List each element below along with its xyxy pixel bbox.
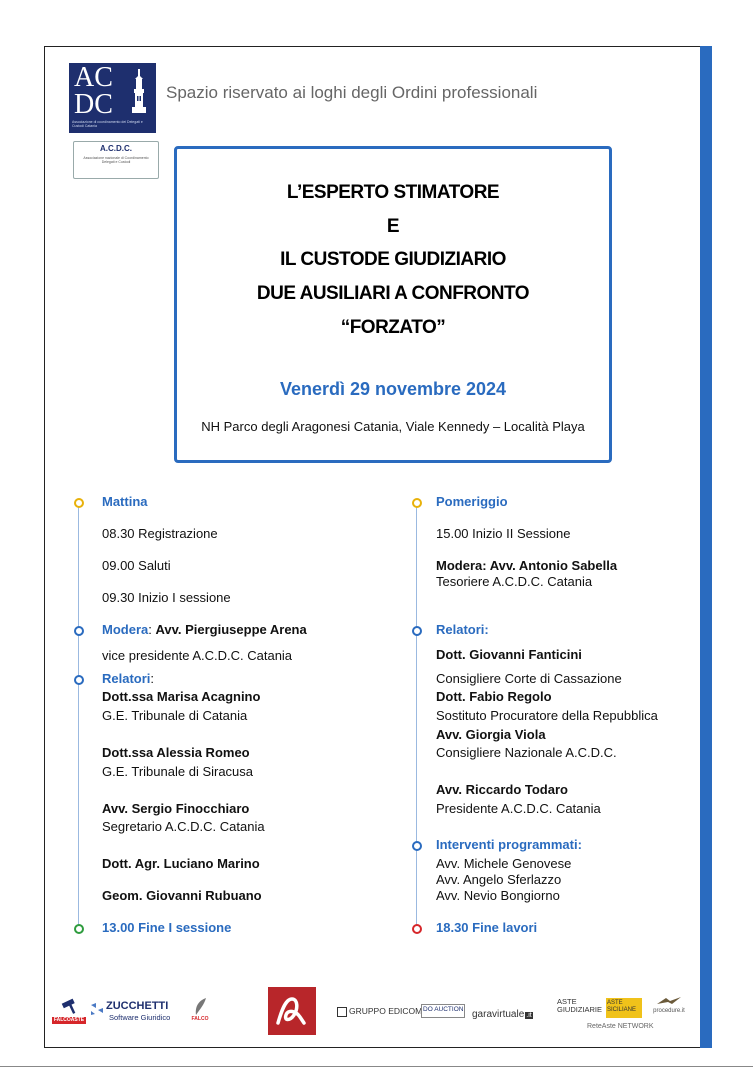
gruppo-edicom-logo: GRUPPO EDICOM bbox=[337, 1006, 409, 1018]
title-line-5: “FORZATO” bbox=[340, 317, 446, 338]
aste-giudiziarie-logo: ASTE GIUDIZIARIE bbox=[557, 997, 603, 1014]
morning-end: 13.00 Fine I sessione bbox=[102, 920, 232, 935]
zucchetti-logo: ZUCCHETTI Software Giuridico bbox=[90, 1000, 180, 1026]
schedule-item: 15.00 Inizio II Sessione bbox=[436, 526, 571, 541]
stylized-a-icon bbox=[268, 987, 316, 1035]
intervention-item: Avv. Angelo Sferlazzo bbox=[436, 872, 562, 887]
speaker-role: Sostituto Procuratore della Repubblica bbox=[436, 708, 658, 723]
speaker-role: G.E. Tribunale di Siracusa bbox=[102, 764, 254, 779]
title-line-2: E bbox=[386, 216, 400, 237]
morning-heading: Mattina bbox=[102, 494, 148, 509]
afternoon-end: 18.30 Fine lavori bbox=[436, 920, 538, 935]
afternoon-heading: Pomeriggio bbox=[436, 494, 508, 509]
speaker-name: Dott. Fabio Regolo bbox=[436, 689, 552, 704]
reteaste-network-label: ReteAste NETWORK bbox=[587, 1023, 654, 1030]
title-line-4: DUE AUSILIARI A CONFRONTO bbox=[256, 283, 530, 304]
reserved-space-note: Spazio riservato ai loghi degli Ordini professionali bbox=[166, 83, 538, 102]
zucchetti-mark-icon bbox=[90, 1002, 104, 1016]
timeline-dot-end bbox=[412, 924, 422, 934]
afternoon-moderator: Modera: Avv. Antonio Sabella bbox=[436, 558, 618, 573]
speaker-role: Consigliere Nazionale A.C.D.C. bbox=[436, 745, 617, 760]
timeline-dot-start bbox=[412, 498, 422, 508]
speaker-name: Geom. Giovanni Rubuano bbox=[102, 888, 262, 903]
procedure-logo: procedure.it bbox=[649, 996, 689, 1018]
falco-logo: FALCO bbox=[186, 997, 214, 1025]
gavel-icon bbox=[52, 998, 86, 1018]
timeline-dot-interventions bbox=[412, 841, 422, 851]
acdc-national-logo: A.C.D.C. Associazione nazionale di Coordinamento Delegati e Custodi bbox=[73, 141, 159, 179]
speaker-name: Dott.ssa Alessia Romeo bbox=[102, 745, 250, 760]
tower-icon bbox=[131, 69, 147, 117]
moderator-role: Tesoriere A.C.D.C. Catania bbox=[436, 574, 593, 589]
timeline-dot-speakers bbox=[74, 675, 84, 685]
intervention-item: Avv. Nevio Bongiorno bbox=[436, 888, 560, 903]
page-divider bbox=[0, 1066, 753, 1067]
schedule-item: 09.00 Saluti bbox=[102, 558, 171, 573]
side-accent-bar bbox=[700, 46, 712, 1048]
timeline-dot-speakers bbox=[412, 626, 422, 636]
speaker-role: Presidente A.C.D.C. Catania bbox=[436, 801, 601, 816]
interventions-heading: Interventi programmati: bbox=[436, 837, 582, 852]
title-line-1: L’ESPERTO STIMATORE bbox=[286, 182, 500, 203]
aste-siciliane-logo: ASTE SICILIANE bbox=[606, 998, 642, 1018]
moderator-role: vice presidente A.C.D.C. Catania bbox=[102, 648, 293, 663]
speaker-name: Dott. Giovanni Fanticini bbox=[436, 647, 582, 662]
speaker-name: Dott.ssa Marisa Acagnino bbox=[102, 689, 261, 704]
falcoaste-logo: FALCOASTE bbox=[52, 998, 86, 1026]
speaker-role: G.E. Tribunale di Catania bbox=[102, 708, 248, 723]
morning-speakers-heading: Relatori: bbox=[102, 671, 155, 686]
timeline-dot-moderator bbox=[74, 626, 84, 636]
bird-icon bbox=[656, 996, 682, 1008]
speaker-role: Segretario A.C.D.C. Catania bbox=[102, 819, 265, 834]
morning-moderator: Modera: Avv. Piergiuseppe Arena bbox=[102, 622, 307, 637]
feather-icon bbox=[186, 997, 214, 1017]
timeline-dot-end bbox=[74, 924, 84, 934]
afternoon-speakers-heading: Relatori: bbox=[436, 622, 489, 637]
speaker-name: Dott. Agr. Luciano Marino bbox=[102, 856, 260, 871]
doauction-logo: DO AUCTION bbox=[421, 1004, 465, 1018]
event-date: Venerdì 29 novembre 2024 bbox=[279, 379, 507, 399]
schedule-item: 09.30 Inizio I sessione bbox=[102, 590, 231, 605]
schedule-item: 08.30 Registrazione bbox=[102, 526, 218, 541]
speaker-name: Avv. Sergio Finocchiaro bbox=[102, 801, 250, 816]
title-line-3: IL CUSTODE GIUDIZIARIO bbox=[280, 249, 506, 270]
speaker-name: Avv. Giorgia Viola bbox=[436, 727, 546, 742]
edicom-mark-icon bbox=[337, 1007, 347, 1017]
red-sponsor-logo bbox=[268, 987, 316, 1035]
timeline-dot-start bbox=[74, 498, 84, 508]
morning-timeline bbox=[78, 503, 79, 928]
afternoon-timeline bbox=[416, 503, 417, 928]
acdc-logo: AC DC Associazione di coordinamento dei Delegati e Custodi Catania bbox=[69, 63, 156, 133]
intervention-item: Avv. Michele Genovese bbox=[436, 856, 572, 871]
event-title-box bbox=[174, 146, 612, 463]
garavirtuale-logo: garavirtuale .it bbox=[472, 1009, 532, 1020]
event-venue: NH Parco degli Aragonesi Catania, Viale Kennedy – Località Playa bbox=[201, 419, 585, 434]
speaker-name: Avv. Riccardo Todaro bbox=[436, 782, 568, 797]
speaker-role: Consigliere Corte di Cassazione bbox=[436, 671, 622, 686]
